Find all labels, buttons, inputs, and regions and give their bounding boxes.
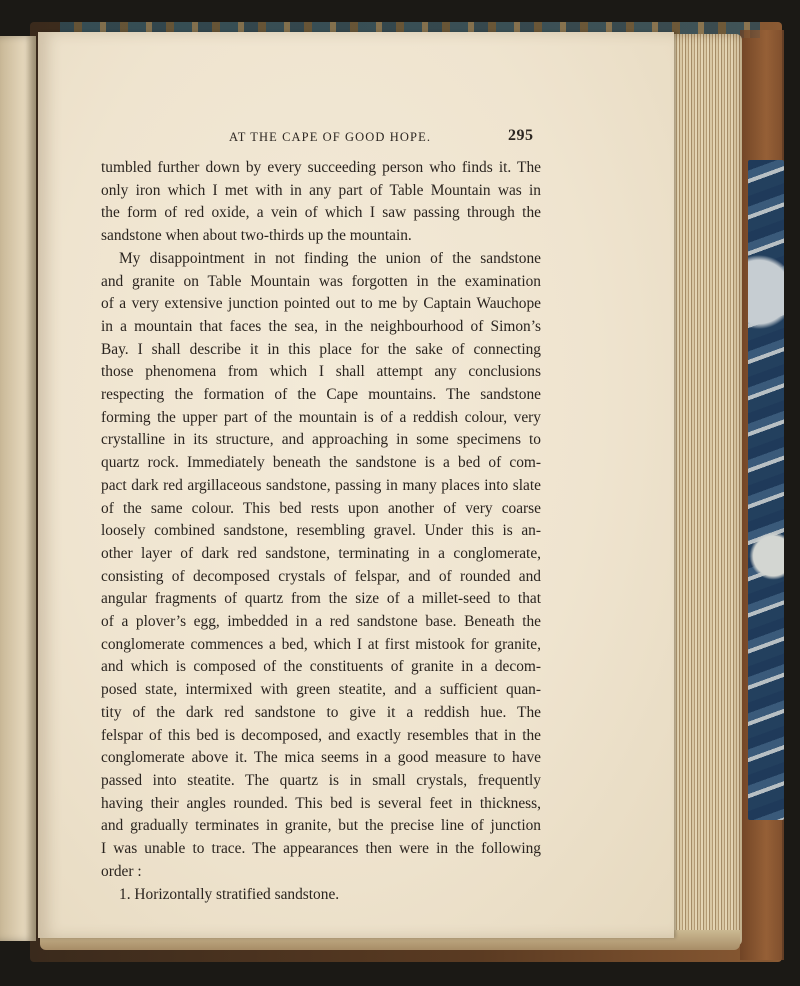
text-line: My disappointment in not finding the union of the sandstone xyxy=(119,249,541,267)
page-block-edges xyxy=(668,34,742,946)
text-line: having their angles rounded. This bed is several feet in thickness, xyxy=(101,794,541,812)
body-text xyxy=(101,157,541,906)
page-number: 295 xyxy=(508,127,534,144)
text-line: of the same colour. This bed rests upon another of very coarse xyxy=(101,499,541,517)
text-line: sandstone when about two-thirds up the mountain. xyxy=(101,227,412,245)
text-line: and which is composed of the constituents of granite in a decom- xyxy=(101,658,541,676)
text-line: loosely combined sandstone, resembling gravel. Under this is an- xyxy=(101,522,541,540)
text-line: respecting the formation of the Cape mountains. The sandstone xyxy=(101,386,541,404)
text-line: quartz rock. Immediately beneath the sandstone is a bed of com- xyxy=(101,454,541,472)
text-line: Bay. I shall describe it in this place for the sake of connecting xyxy=(101,340,541,358)
text-line: order : xyxy=(101,862,142,880)
text-line: only iron which I met with in any part of Table Mountain was in xyxy=(101,181,541,199)
text-line: posed state, intermixed with green steatite, and a sufficient quan- xyxy=(101,681,541,699)
text-line: crystalline in its structure, and approaching in some specimens to xyxy=(101,431,541,449)
text-line: conglomerate commences a bed, which I at first mistook for granite, xyxy=(101,635,541,653)
text-line: of a plover’s egg, imbedded in a red sandstone base. Beneath the xyxy=(101,613,541,631)
text-line: tity of the dark red sandstone to give it a reddish hue. The xyxy=(101,703,541,721)
text-line: passed into steatite. The quartz is in small crystals, frequently xyxy=(101,771,541,789)
text-line: those phenomena from which I shall attempt any conclusions xyxy=(101,363,541,381)
book-page xyxy=(38,32,674,938)
text-line: other layer of dark red sandstone, terminating in a conglomerate, xyxy=(101,544,541,562)
text-line: and granite on Table Mountain was forgotten in the examination xyxy=(101,272,541,290)
text-line: and gradually terminates in granite, but the precise line of junction xyxy=(101,817,541,835)
text-line: angular fragments of quartz from the size of a millet-seed to that xyxy=(101,590,541,608)
text-line: consisting of decomposed crystals of felspar, and of rounded and xyxy=(101,567,541,585)
marbled-endpaper xyxy=(748,160,784,820)
text-line: pact dark red argillaceous sandstone, passing in many places into slate xyxy=(101,476,541,494)
text-line: the form of red oxide, a vein of which I saw passing through the xyxy=(101,204,541,222)
text-line: tumbled further down by every succeeding person who finds it. The xyxy=(101,159,541,176)
text-line: forming the upper part of the mountain is of a reddish colour, very xyxy=(101,408,541,426)
text-line: in a mountain that faces the sea, in the neighbourhood of Simon’s xyxy=(101,317,541,335)
text-line: 1. Horizontally stratified sandstone. xyxy=(119,885,340,903)
text-line: conglomerate above it. The mica seems in a good measure to have xyxy=(101,749,541,767)
text-line: I was unable to trace. The appearances then were in the following xyxy=(101,840,541,858)
text-line: of a very extensive junction pointed out to me by Captain Wauchope xyxy=(101,295,541,313)
left-page-edge xyxy=(0,36,36,941)
running-head-title: AT THE CAPE OF GOOD HOPE. xyxy=(229,130,432,144)
text-line: felspar of this bed is decomposed, and exactly resembles that in the xyxy=(101,726,541,744)
